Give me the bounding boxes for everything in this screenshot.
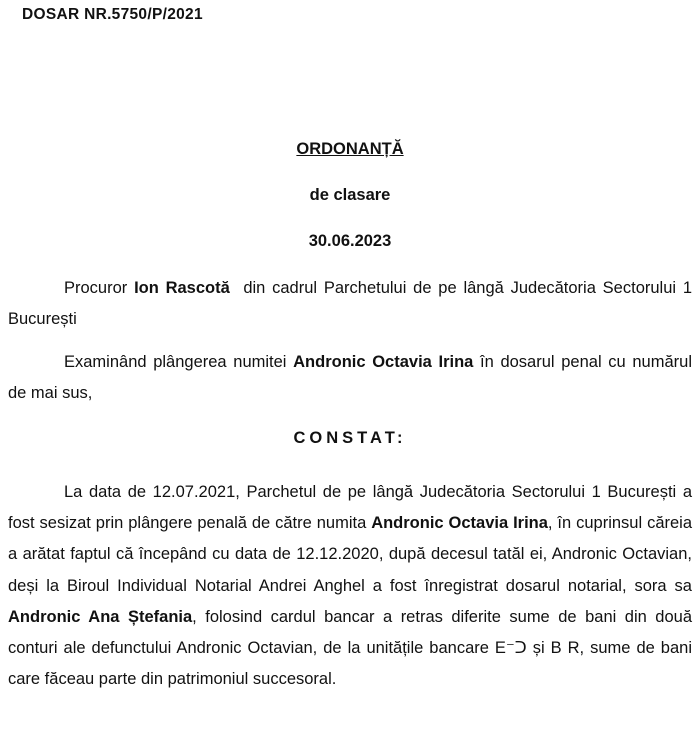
body-text-1: La data de 12.07.2021, Parchetul de pe lângă Judecătoria Sectorului 1 București a fost sesizat prin plângere penală de către numita [8, 483, 692, 533]
body-paragraph [8, 477, 692, 695]
examination-prefix: Examinând plângerea numitei [64, 353, 294, 371]
body-name-2: Andronic Ana Ștefania [8, 607, 193, 626]
document-title: ORDONANȚĂ [296, 140, 404, 158]
examination-paragraph [8, 347, 692, 409]
complainant-name: Andronic Octavia Irina [293, 353, 474, 371]
body-text [8, 477, 692, 695]
case-number: DOSAR NR.5750/P/2021 [22, 6, 203, 23]
document-date: 30.06.2023 [308, 232, 392, 250]
prosecutor-prefix: Procuror [64, 279, 135, 297]
document-subtitle: de clasare [309, 186, 391, 204]
body-name-1: Andronic Octavia Irina [371, 514, 548, 533]
prosecutor-name: Ion Rascotă [134, 279, 230, 297]
body-text-2: , în cuprinsul căreia a arătat faptul că începând cu data de 12.12.2020, după decesul tatăl ei, Andronic Octavian, deși la Biroul Individual Notarial Andrei Anghel a fost înregistrat dosarul notarial, sora sa [8, 514, 693, 595]
prosecutor-suffix: din cadrul Parchetului de pe lângă Judecătoria Sectorului 1 București [8, 279, 697, 328]
examination-line [8, 347, 692, 409]
examination-suffix: în dosarul penal cu numărul de mai sus, [8, 353, 692, 402]
prosecutor-paragraph [8, 273, 697, 335]
prosecutor-line [8, 273, 697, 335]
body-text-3: , folosind cardul bancar a retras diferite sume de bani din două conturi ale defunctului Andronic Octavian, de la unitățile bancare E⁻ᑐ și B R, sume de bani care făceau parte din patrimoniul succesoral. [8, 607, 693, 689]
section-heading: CONSTAT: [293, 429, 407, 447]
